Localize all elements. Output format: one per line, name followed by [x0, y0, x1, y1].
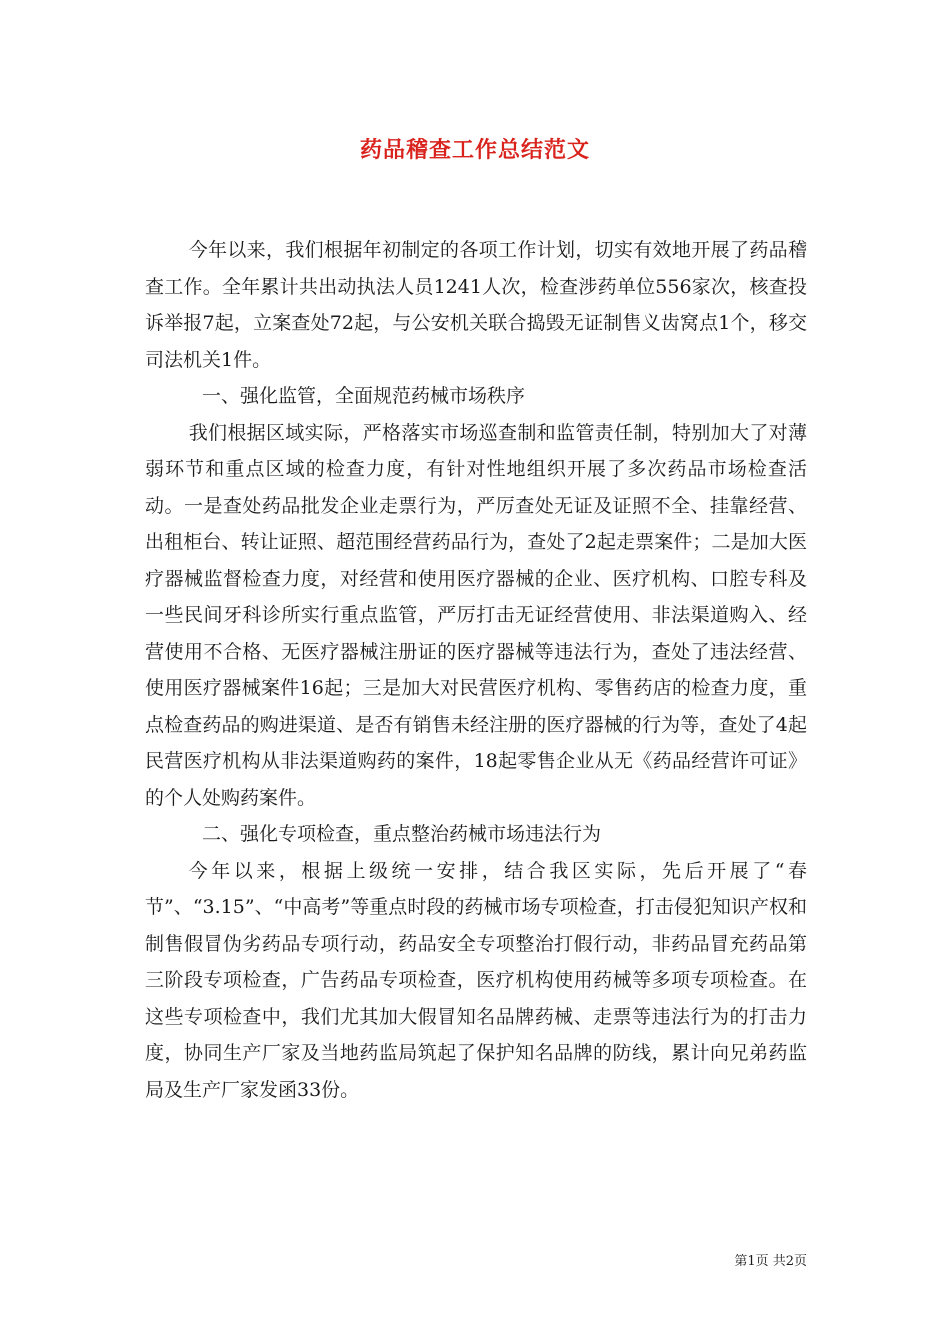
section-heading-2: 二、强化专项检查，重点整治药械市场违法行为 — [202, 823, 602, 845]
section-1-paragraph: 我们根据区域实际，严格落实市场巡查制和监管责任制，特别加大了对薄弱环节和重点区域的检查力度，有针对性地组织开展了多次药品市场检查活动。一是查处药品批发企业走票行为，严厉查处无证及证照不全、挂靠经营、出租柜台、转让证照、超范围经营药品行为，查处了2起走票案件；二是加大医疗器械监督检查力度，对经营和使用医疗器械的企业、医疗机构、口腔专科及一些民间牙科诊所实行重点监管，严厉打击无证经营使用、非法渠道购入、经营使用不合格、无医疗器械注册证的医疗器械等违法行为，查处了违法经营、使用医疗器械案件16起；三是加大对民营医疗机构、零售药店的检查力度，重点检查药品的购进渠道、是否有销售未经注册的医疗器械的行为等，查处了4起民营医疗机构从非法渠道购药的案件，18起零售企业从无《药品经营许可证》的个人处购药案件。 — [145, 421, 807, 809]
section-2-paragraph: 今年以来，根据上级统一安排，结合我区实际，先后开展了“春节”、“3.15”、“中高考”等重点时段的药械市场专项检查，打击侵犯知识产权和制售假冒伪劣药品专项行动，药品安全专项整治打假行动，非药品冒充药品第三阶段专项检查，广告药品专项检查，医疗机构使用药械等多项专项检查。在这些专项检查中，我们尤其加大假冒知名品牌药械、走票等违法行为的打击力度，协同生产厂家及当地药监局筑起了保护知名品牌的防线，累计向兄弟药监局及生产厂家发函33份。 — [145, 859, 807, 1101]
section-heading-1: 一、强化监管，全面规范药械市场秩序 — [202, 385, 526, 407]
page-number: 第1页 共2页 — [734, 1254, 807, 1269]
intro-paragraph: 今年以来，我们根据年初制定的各项工作计划，切实有效地开展了药品稽查工作。全年累计共出动执法人员1241人次，检查涉药单位556家次，核查投诉举报7起，立案查处72起，与公安机关联合捣毁无证制售义齿窝点1个，移交司法机关1件。 — [145, 239, 807, 371]
document-title: 药品稽查工作总结范文 — [359, 137, 590, 163]
document-body — [145, 232, 807, 1108]
